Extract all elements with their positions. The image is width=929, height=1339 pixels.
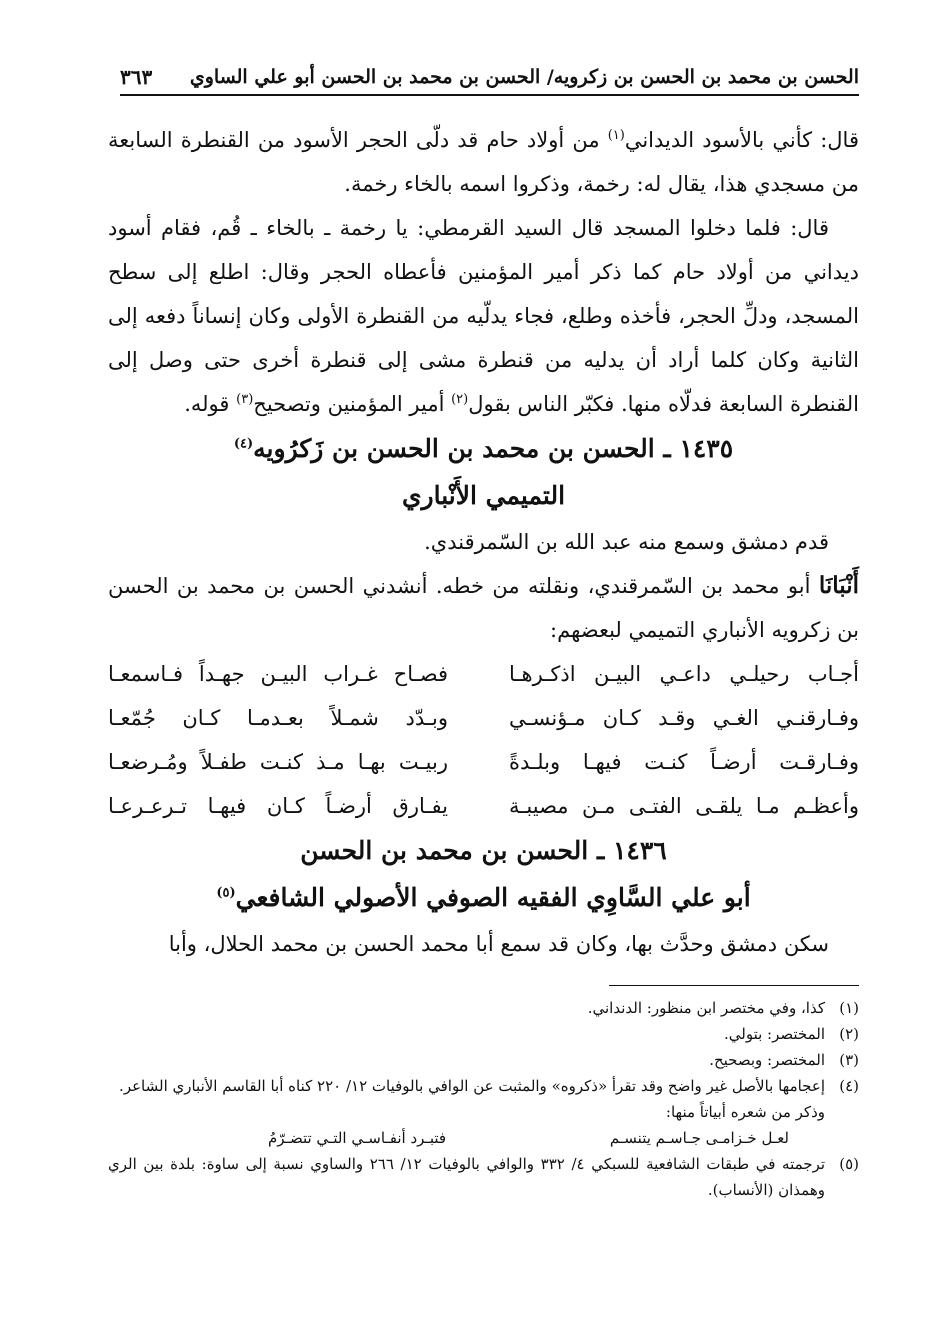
entry-1435-title <box>108 426 859 472</box>
footnote-1 <box>108 995 859 1021</box>
footnote-ref-3: (٣) <box>236 392 254 407</box>
verse-1-second-hemistich: فصـاح غـراب البيـن جهـداً فـاسمعـا <box>108 662 448 686</box>
verse-4-second-hemistich: يفـارق أرضـاً كـان فيهـا تـرعـرعـا <box>108 794 448 818</box>
paragraph-2 <box>108 206 859 426</box>
footnote-3 <box>108 1047 859 1073</box>
footnote-ref-1: (١) <box>607 128 625 143</box>
paragraph-2-part-2: أمير المؤمنين وتصحيح <box>253 392 452 416</box>
footnote-5-number: (٥) <box>839 1155 859 1173</box>
footnote-ref-5: (٥) <box>216 885 236 901</box>
poem-verse-3 <box>108 740 859 784</box>
footnote-1-text: كذا، وفي مختصر ابن منظور: الدنداني. <box>587 999 825 1017</box>
entry-1435-title-text: ١٤٣٥ ـ الحسن بن محمد بن الحسن بن زَكرُويه <box>253 434 734 463</box>
poem <box>108 652 859 828</box>
paragraph-1-part-1: قال: كأني بالأسود الديداني <box>624 128 859 152</box>
paragraph-1 <box>108 118 859 206</box>
paragraph-1-part-2: من أولاد حام قد دلّى الحجر الأسود من القنطرة السابعة من مسجدي هذا، يقال له: رخمة، وذكروا اسمه بالخاء رخمة. <box>108 128 859 196</box>
page-number: ٣٦٣ <box>120 65 153 89</box>
page-header <box>120 60 859 96</box>
verse-4-first-hemistich: وأعظـم مـا يلقـى الفتـى مـن مصيبـة <box>509 794 859 818</box>
running-title: الحسن بن محمد بن الحسن بن زكرويه/ الحسن بن محمد بن الحسن أبو علي الساوي <box>189 66 859 88</box>
footnotes <box>108 995 859 1203</box>
entry-1435-subtitle: التميمي الأَنْباري <box>401 481 566 510</box>
footnote-5-text: ترجمته في طبقات الشافعية للسبكي ٤/ ٣٣٢ والوافي بالوفيات ١٢/ ٢٦٦ والساوي نسبة إلى ساوة: بلدة بين الري وهمذان (الأنساب). <box>108 1155 826 1199</box>
footnote-4-verse-first: لعـل خـزامـى جـاسـم يتنسـم <box>609 1129 789 1147</box>
footnote-3-number: (٣) <box>839 1051 859 1069</box>
entry-1436-subtitle-text: أبو علي السَّاوِي الفقيه الصوفي الأصولي الشافعي <box>235 883 751 912</box>
footnote-2-text: المختصر: بتولي. <box>723 1025 825 1043</box>
entry-1436-text: سكن دمشق وحدَّث بها، وكان قد سمع أبا محمد الحسن بن محمد الحلال، وأبا <box>168 932 829 956</box>
footnote-separator <box>609 985 859 986</box>
paragraph-2-part-3: قوله. <box>184 392 237 416</box>
footnote-4-continuation: وذكر من شعره أبياتاً منها: <box>665 1103 825 1121</box>
entry-1435-text <box>108 564 859 652</box>
footnote-2-number: (٢) <box>839 1025 859 1043</box>
main-text <box>108 118 859 966</box>
poem-verse-4 <box>108 784 859 828</box>
entry-1435-text-body: أبو محمد بن السّمرقندي، ونقلته من خطه. أنشدني الحسن بن محمد بن الحسن بن زكرويه الأنباري التميمي لبعضهم: <box>108 574 859 642</box>
footnote-4 <box>108 1073 859 1099</box>
footnote-ref-2: (٢) <box>451 392 469 407</box>
verse-1-first-hemistich: أجـاب رحيلـي داعـي البيـن اذكـرهـا <box>509 662 859 686</box>
verse-3-second-hemistich: ربيـت بهـا مـذ كنـت طفـلاً ومُـرضعـا <box>108 750 448 774</box>
footnote-4-verse-second: فتبـرد أنفـاسـي التـي تتضـرّمُ <box>268 1129 447 1147</box>
verse-3-first-hemistich: وفـارقـت أرضـاً كنـت فيهـا وبلـدةً <box>509 750 859 774</box>
entry-1435-intro: قدم دمشق وسمع منه عبد الله بن السّمرقندي. <box>424 530 829 554</box>
footnote-4-text: إعجامها بالأصل غير واضح وقد تقرأ «ذكروه» والمثبت عن الوافي بالوفيات ١٢/ ٢٢٠ كناه أبا القاسم الأنباري الشاعر. <box>119 1077 825 1095</box>
footnote-4-number: (٤) <box>839 1077 859 1095</box>
footnote-5 <box>108 1151 859 1203</box>
footnote-2 <box>108 1021 859 1047</box>
verse-2-first-hemistich: وفـارقنـي الغـي وقـد كـان مـؤنسـي <box>509 706 859 730</box>
footnote-4-verse <box>108 1125 859 1151</box>
anbana-word: أَنْبَانَا <box>818 572 859 599</box>
footnote-1-number: (١) <box>839 999 859 1017</box>
paragraph-2-part-1: قال: فلما دخلوا المسجد قال السيد القرمطي: يا رخمة ـ بالخاء ـ قُم، فقام أسود ديداني من أولاد حام كما ذكر أمير المؤمنين فأعطاه الحجر وقال: اطلع إلى سطح المسجد، ودلِّ الحجر، فأخذه وطلع، فجاء يدلّيه من القنطرة الأولى وكان إنساناً دفعه إلى الثانية وكان كلما أراد أن يدليه من قنطرة مشى إلى قنطرة أخرى حتى وصل إلى القنطرة السابعة فدلّاه منها. فكبّر الناس بقول <box>108 216 859 416</box>
poem-verse-1 <box>108 652 859 696</box>
entry-1436-title: ١٤٣٦ ـ الحسن بن محمد بن الحسن <box>300 836 667 865</box>
entry-1436-subtitle <box>108 874 859 922</box>
footnote-ref-4: (٤) <box>233 436 254 452</box>
poem-verse-2 <box>108 696 859 740</box>
footnote-3-text: المختصر: وبصحيح. <box>709 1051 825 1069</box>
verse-2-second-hemistich: وبـدّد شمـلاً بعـدمـا كـان جُمّعـا <box>108 706 448 730</box>
